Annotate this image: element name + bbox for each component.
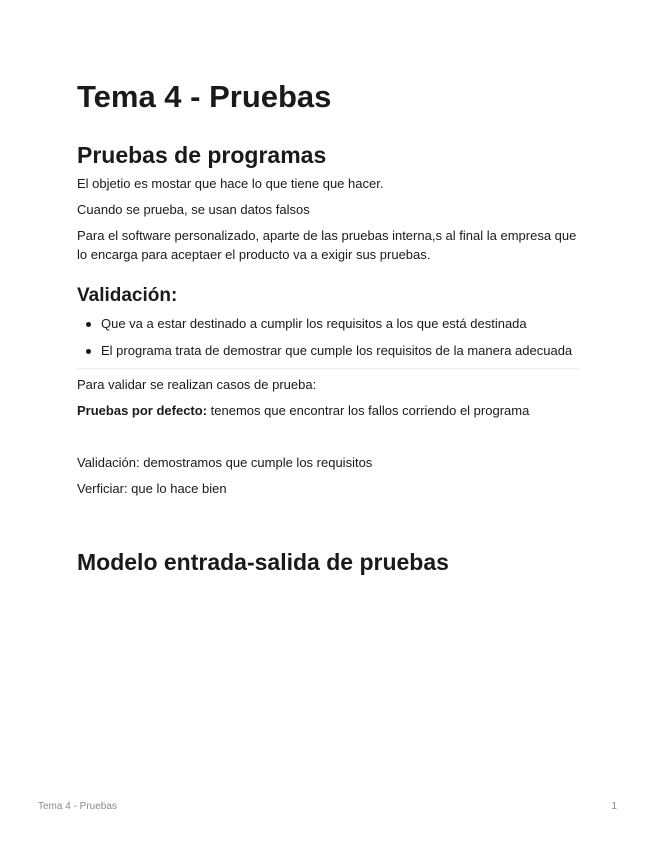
footer-title: Tema 4 - Pruebas — [38, 801, 117, 812]
paragraph-text: tenemos que encontrar los fallos corriendo el programa — [207, 403, 530, 418]
bullet-icon — [86, 349, 91, 354]
section-heading-modelo-entrada-salida: Modelo entrada-salida de pruebas — [77, 549, 449, 575]
subheading-validacion: Validación: — [77, 285, 178, 306]
validation-bullet-list — [77, 314, 579, 368]
paragraph: Para validar se realizan casos de prueba: — [77, 377, 317, 392]
list-item — [77, 341, 579, 360]
paragraph-pruebas-por-defecto — [77, 401, 579, 420]
paragraph: Validación: demostramos que cumple los requisitos — [77, 455, 373, 470]
divider — [77, 368, 579, 369]
bullet-icon — [86, 322, 91, 327]
footer-page-number: 1 — [611, 801, 617, 812]
list-item — [77, 314, 579, 333]
list-item-text: Que va a estar destinado a cumplir los requisitos a los que está destinada — [101, 316, 527, 331]
document-title: Tema 4 - Pruebas — [77, 79, 332, 114]
paragraph: Para el software personalizado, aparte de las pruebas interna,s al final la empresa que lo encarga para aceptaer el producto va a exigir sus pruebas. — [77, 228, 577, 262]
bold-label: Pruebas por defecto: — [77, 403, 208, 418]
paragraph: Cuando se prueba, se usan datos falsos — [77, 202, 310, 217]
paragraph: El objetio es mostar que hace lo que tiene que hacer. — [77, 176, 384, 191]
section-heading-pruebas-de-programas: Pruebas de programas — [77, 142, 327, 168]
list-item-text: El programa trata de demostrar que cumple los requisitos de la manera adecuada — [101, 343, 573, 358]
paragraph: Verficiar: que lo hace bien — [77, 481, 227, 496]
